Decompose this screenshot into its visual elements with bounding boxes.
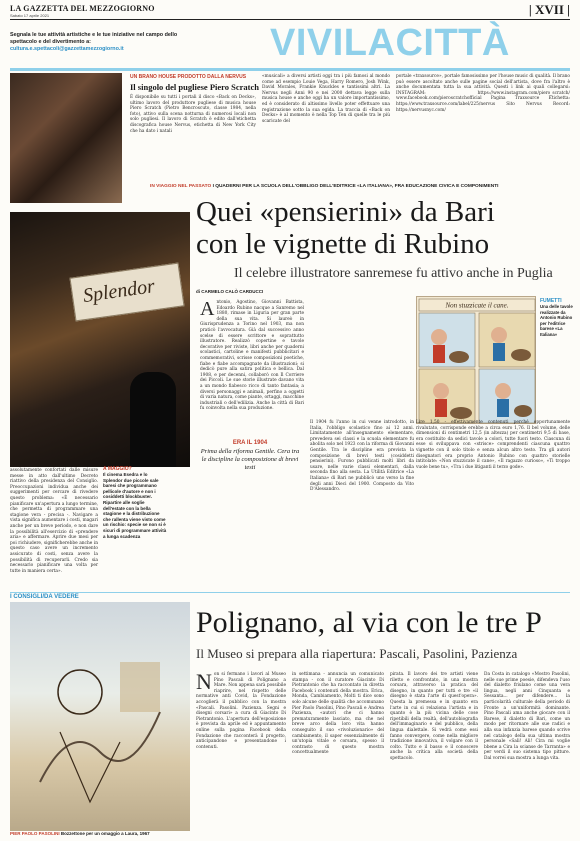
main-article-column-3: Lire 1,50 - effettivamente contenuti perché opportunamente rivalutato, corrisponde erebbe a circa euro 1,76. Il bel volume, delle dimensioni di centimetri 12,5 (in altezza) per centimetri 9,5 di base, era costituito da sedici tavole a colori, tutte fuori testo. Ciascuna di esse si sviluppava con «strisce» comprendenti ciascuna quattro vignette con il solo titolo e senza alcun altro testo. Tra gli autori disegnatori era proprio Antonio Rubino con quattro storielle intitolate: «Non stuzzicate il cane», «Il ragazzo curioso», «Ti troppo vuole bene tu», «Tra i due litiganti il terzo gode». — [416, 420, 570, 470]
main-strap-text: I QUADERNI PER LA SCUOLA DELL'OBBLIGO DELL'EDITRICE «LA ITALIANA», FRA EDUCAZIONE CIVICA E COMPONIMENTI — [212, 184, 499, 189]
main-strap — [150, 184, 580, 189]
pasolini-caption — [10, 831, 150, 836]
byline: di CARMELO CALÒ CARDUCCI — [196, 289, 264, 294]
lower-article-column-3: pirata. Il lavoro dei tre artisti viene riletto e confrontato, in una mostra corsara, attraverso la pratica del disegno, in quanto per tutti e tre «il disegno è stata l'arte di quest'opera». Questa la premessa e in quanto era l'arte in cui si relaziona l'artista e in quanto è la più vicina delle cose ripetibili della realtà, dell'autobiografia dell'immaginario e del pubblico, della lingua dialettale. Si vedrà come essi fanno convergere, come nella migliore tradizione innovativa, il volgare con il colto. Tutto e il basso e il conoscere anche la critica alla società della spettacolo. — [390, 672, 478, 761]
main-article-column-1-text: ntonio, Agostino, Giovanni Battista, Edoardo Rubino nacque a Sanremo nel 1880, rimase in Liguria per gran parte della sua vita. Si laureò in Giurisprudenza a Torino nel 1903, ma non praticò l'avvocatura. Già dal successivo anno scelse di essere scrittore e soprattutto illustratore. Realizzò copertine e tavole decorative per riviste, libri anche per quaderni scolastici, cartoline e manifesti pubblicitari e commemorativi, scrisse composizioni poetiche, fiabe e fiabe accompagnate da illustrazioni; si dedicò pure alla satira politica e bellica. Dal 1908, e per decenni, collaborò con Il Corriere dei Piccoli. Le sue storie illustrate davano vita a un mondo fiabesco ricco di tanto fantasia; a diversi personaggi e animali, perfino a oggetti di varia natura, come piante, ortaggi, macchine industriali o dell'edilizia. Anche la città di Bari fu coinvolta nella sua produzione. — [200, 300, 304, 412]
scratch-column-2: «musicali» a diversi artisti oggi tra i più famosi al mondo come ad esempio Louie Vega, Harry Romero, Josh Wink, David Morales, Frankie Knuckles e tantissimi altri. La Nervus negli Anni 90 e nei 2000 dettava legge sulla musica house e anche oggi ha un valore importantissimo, ed è considerato di altissimo livello poter effettuare una registrazione sotto la sua egida. La traccia di «Back on Decks» è al momento è nella Top Ten di quelle tra le più scaricate del — [262, 74, 390, 124]
cinema-caption-text: Il cinema Esedra e lo Splendor due piccole sale baresi che programmano pellicole d'autore e non i cosiddetti blockbuster. Ripartire alle soglie dell'estate con la bella stagione e la distribuzione che rallenta viene visto come un rischio: specie se non si è sicuri di programmare attività a lunga scadenza — [103, 472, 167, 539]
banner-note-text: Segnala le tue attività artistiche e le tue iniziative nel campo dello spettacolo e del divertimento a: — [10, 32, 178, 45]
comic-panels-graphic — [417, 297, 537, 425]
scratch-column-3: portale «traxsource», portale famosissimo per l'house music di qualità. Il brano può essere ascoltato anche sulle pagine social dell'artista, dove fra l'altro è anche documentata tutta la sua attività. Questi i link ai quali collegarsi: INSTAGRAM: https://www.instagram.com/piero_scratch/ www.facebook.com/pieroscratchofficial Pagina Traxsource Etichetta: https://www.traxsource.com/label/225/nervus Sito Nervus Record: https://nervusnyc.com/ — [396, 74, 570, 113]
main-article-column-2: Il 1904 fu l'anno in cui venne introdotto, in Italia, l'obbligo scolastico fino ai 12 anni. Limitatamente all'insegnamento elementare, prevedeva sei classi e la scuola elementare fu abolita solo nel 1923 con la riforma di Giovanni Gentile. Tra le discipline era prevista la composizione di brevi testi (cosiddetti pensierini). Furono pubblicati molti libri da usare, nelle varie classi elementari, dalla seconda fino alla sesta. La Utilità Editrice «La Italiana» di Bari ne pubblicò uno verso la fine degli anni Dieci del 1900. Composto da Vito D'Alessandro. — [310, 420, 414, 493]
person-silhouette — [130, 372, 176, 467]
pull-quote-kicker: ERA IL 1904 — [232, 440, 268, 446]
masthead: LA GAZZETTA DEL MEZZOGIORNO — [10, 4, 155, 13]
lower-subheadline: Il Museo si prepara alla riapertura: Pascali, Pasolini, Pazienza — [196, 646, 518, 661]
lower-article-column-1-text: on si fermano i lavori al Museo Pino Pascali di Polignano a Mare. Non appena sarà possibile riaprire, nel rispetto delle normative anti Covid, la Fondazione accoglierà il pubblico con la mostra «Pascali. Pasolini. Pazienza. Segni e disegni corsari» a cura di Giacinto Di Pietrantonio. L'apertura dell'esposizione è prevista da aprile ed è appuntamento online sulla pagina Facebook della Fondazione che racconterà il progetto, anticipandone e presentandone i contenuti. — [196, 672, 286, 750]
scratch-kicker: UN BRANO HOUSE PRODOTTO DALLA NERVUS — [130, 74, 247, 80]
pasolini-caption-kicker: PIER PAOLO PASOLINI — [10, 831, 60, 836]
banner-note — [10, 32, 190, 53]
section-title: VIVILACITTÀ — [270, 22, 510, 64]
section-rule — [10, 68, 570, 71]
lower-section-rule — [10, 592, 570, 593]
scratch-headline: Il singolo del pugliese Piero Scratch — [130, 82, 259, 92]
pasolini-artwork-photo — [10, 602, 190, 831]
pasolini-caption-text: Bozzettone per un omaggio a Laura, 1967 — [60, 831, 150, 836]
lower-headline: Polignano, al via con le tre P — [196, 606, 542, 639]
scratch-column-1: È disponibile su tutti i portali il disco «Back on Decks», ultimo lavoro del produttore pugliese di musica house Piero Scratch (Pietro Bencroscuto, classe 1984, nella foto), attivo sulla scena notturna di numerosi locali non solo pugliesi. Il lavoro di Scratch è edito dall'etichetta discografica house Nervus, etichetta di New York City che ha dato i natali — [130, 95, 256, 134]
cinema-article-column: assolutamente confortati dalle misure messe in atto dall'ultimo Decreto riattivo della presidenza del Consiglio. Preoccupazioni individua anche dei suggerimenti per cercare di rivedere questo problema: «È necessario pianificare un'apertura a lungo termine, che permetta di programmare una stagione vera - precisa -. Navigare a vista significa aumentare i costi, magari anche per un breve periodo, e non dare la possibilità all'esercizio di «prendere aria» e affermare. Aprire due mesi per poi richiudere, significherebbe anche in questo caso avere un incremento assicurato di costi, senza avere la possibilità di recuperarli. Credo sia necessario pianificare una volta per tutte in maniera certa». — [10, 468, 98, 574]
main-article-column-1 — [200, 300, 304, 412]
cinema-caption — [103, 466, 167, 539]
lower-drop-cap: N — [196, 669, 212, 694]
header-rule — [10, 19, 570, 20]
issue-date: Sabato 17 aprile 2021 — [10, 13, 50, 18]
cinema-sign-lettering: Splendor — [81, 275, 157, 308]
cinema-sign — [69, 263, 184, 322]
lower-article-column-4: Da Costa in catalogo «Mostro Pasolini, nelle sue prime poesie, difendeva l'uso del dialetto friulano come una vera lingua, negli anni Cinquanta e Sessanta... per difendere... la particolarità culturale della periodo di Fronte a un'uniformità dominante. Pino Pascali ama anche giocare con il Barese, il dialetto di Bari, come un modo per ritornare alle sue radici e alla sua infanzia barese quando scrive nel catalogo della sua ultima mostra personale «Sali! Ali! Cira mi voglie bbene a Cira la scianse de Tarranta» e per verdi il suo sistema tipo pitture. Dal vorrei sua mostra a lunga vita. — [484, 672, 570, 761]
comic-caption — [540, 298, 574, 338]
lower-article-column-1 — [196, 669, 286, 750]
pull-quote — [200, 440, 300, 472]
drop-cap: A — [200, 298, 215, 320]
rubino-comic-illustration — [416, 296, 536, 424]
lower-article-column-2: in settimana - annuncia un comunicato stampa - con il curatore Giacinto Di Pietrantonio che ha raccontato in diretta Facebook i contenuti della mostra. Erica, Monda, Cambiamento, Molti ti dice sono solo alcune delle qualità che accomunano Pier Paolo Pasolini, Pino Pascali e Andrea Pazienza, «autori che ci hanno prematuramente lasciato, ma che nel breve arco della loro vita hanno conseguito il suo «rivoluzionario» del cambiamento, il saper essenzialmente di un'utopia vitale e corsara, spesso il contrasto di questo mostra concettualmente — [292, 672, 384, 756]
comic-caption-text: Una delle tavole realizzate da Antonio Rubino per l'editrice barese «La Italiana» — [540, 304, 573, 337]
banner-email-link[interactable]: cultura.e.spettacoli@gazzettamezzogiorno.it — [10, 46, 124, 52]
page-number: | XVII | — [528, 2, 570, 17]
comic-caption-kicker: FUMETTI — [540, 298, 562, 304]
main-headline-line-1: Quei «pensierini» da Bari — [196, 196, 495, 228]
piero-scratch-photo — [10, 73, 122, 203]
splendor-cinema-photo — [10, 212, 190, 467]
main-subheadline: Il celebre illustratore sanremese fu attivo anche in Puglia — [234, 266, 553, 281]
pasolini-sketch-graphic — [10, 602, 190, 831]
lower-section-label: I CONSIGLI/DA VEDERE — [10, 594, 79, 600]
main-headline-line-2: con le vignette di Rubino — [196, 228, 490, 260]
pull-quote-text: Prima della riforma Gentile. Cera tra le discipline la composizione di brevi testi — [200, 448, 300, 471]
cinema-caption-kicker: A MAGGIO? — [103, 466, 132, 472]
comic-title: Non stuzzicate il cane. — [445, 301, 509, 310]
main-strap-kicker: IN VIAGGIO NEL PASSATO — [150, 184, 212, 189]
